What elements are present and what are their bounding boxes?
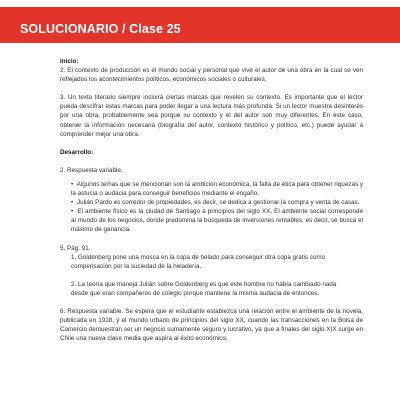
section-heading-inicio: Inicio: xyxy=(60,58,79,65)
inicio-paragraph-3: 3. Un texto literario siempre incluirá ciertas marcas que revelen su contexto. Es importante que el lector pueda descifrar estas marcas para poder llegar a una lectura más profunda. Si un lector muestra desinterés por una obra, probablemente sea porque su contexto y el del autor son muy diferentes. En este caso, obtener la información necesaria (biografía del autor, contexto histórico y político, etc.) puede ayudar a comprender mejor una obra. xyxy=(60,94,363,138)
desarrollo-item-2: 2. Respuesta variable. xyxy=(60,166,123,174)
desarrollo-item-5: 5. Pág. 91. xyxy=(60,244,91,252)
desarrollo-item-5-2a: 2. La teoría que maneja Julián sobre Goldenberg es que este hombre no había cambiado nada xyxy=(71,280,337,288)
bullet-text: El ambiente físico es la ciudad de Santiago a principios del siglo XX. El ambiente social corresponde al mundo de los negocios, donde predomina la búsqueda de inversiones rentables, es decir, se busca el máximo de ganancia. xyxy=(71,208,364,234)
page-title: SOLUCIONARIO / Clase 25 xyxy=(20,22,181,36)
inicio-paragraph-2: 2. El contexto de producción es el mundo social y personal que vive el autor de una obra en la cual se ven reflejados los acontecimientos políticos, económicos sociales o culturales. xyxy=(60,67,363,84)
header-bar xyxy=(0,0,400,43)
list-item xyxy=(60,198,363,207)
bullet-mark: • xyxy=(71,208,74,216)
bullet-mark: • xyxy=(71,199,74,207)
bullet-text: Algunos temas que se mencionan son la ambición económica, la falta de ética para obtener riquezas y la astucia o audacia para conseguir beneficios mediante el engaño. xyxy=(71,180,363,198)
desarrollo-item-6: 6. Respuesta variable. Se espera que el estudiante establezca una relación entre el ambiente de la novela, publicada en 1928, y el mundo urbano de principios del siglo XX, cuando las transacciones en la Bolsa de Comercio demuestran ser un negocio sumamente seguro y lucrativo, ya que a finales del siglo XIX surge en Chile una nueva clase media que aspira al éxito económico. xyxy=(60,307,363,343)
bullet-mark: • xyxy=(71,180,74,188)
desarrollo-item-5-1: 1. Goldenberg pone una mosca en la copa de helado para conseguir otra copa gratis como compensación por la suciedad de la heladería. xyxy=(71,253,326,270)
desarrollo-item-5-2b: desde que eran compañeros de colegio porque mantiene la misma audacia de entonces. xyxy=(71,289,320,297)
section-heading-desarrollo: Desarrollo: xyxy=(60,148,94,156)
list-item xyxy=(60,180,363,198)
bullet-text: Julián Pardo es corredor de propiedades, es decir, se dedica a gestionar la compra y venta de casas. xyxy=(76,199,360,207)
list-item xyxy=(60,207,363,234)
document-body xyxy=(60,57,363,343)
